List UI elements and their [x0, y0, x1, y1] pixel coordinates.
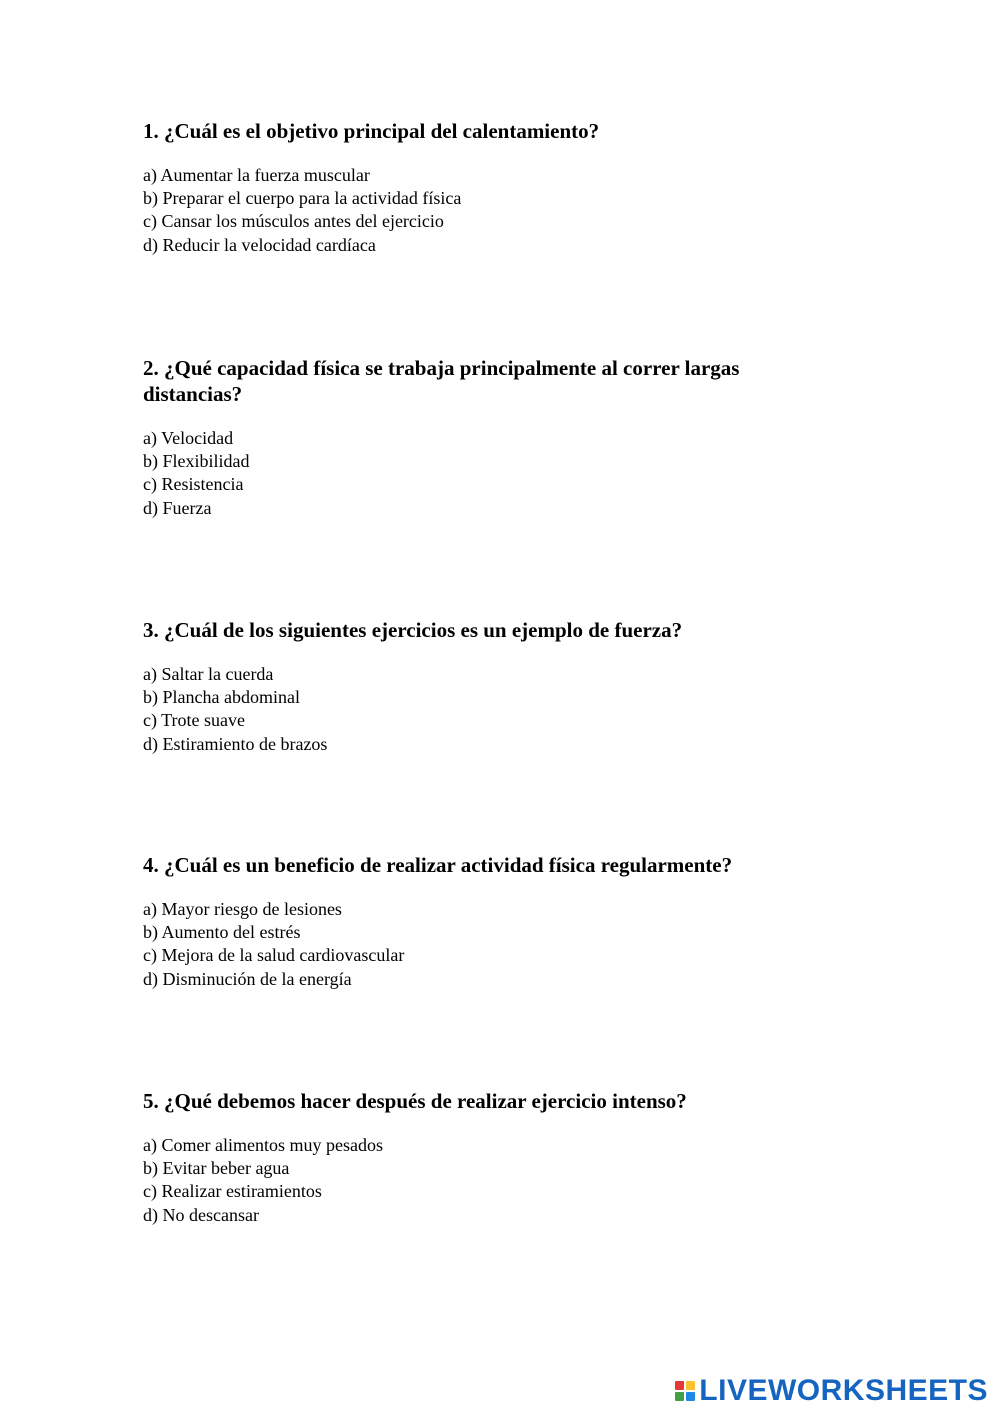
question-3-option-a[interactable]: a) Saltar la cuerda [143, 664, 274, 684]
question-5-options [143, 1134, 843, 1227]
question-1-title: 1. ¿Cuál es el objetivo principal del calentamiento? [143, 119, 600, 143]
question-3-option-b[interactable]: b) Plancha abdominal [143, 687, 300, 708]
question-3-option-c[interactable]: c) Trote suave [143, 710, 245, 731]
question-2-option-c[interactable]: c) Resistencia [143, 474, 244, 495]
liveworksheets-logo-text: LIVEWORKSHEETS [699, 1374, 988, 1407]
question-3 [143, 617, 843, 756]
question-1 [143, 118, 843, 257]
question-1-option-d[interactable]: d) Reducir la velocidad cardíaca [143, 234, 376, 255]
question-4-option-d[interactable]: d) Disminución de la energía [143, 968, 352, 989]
question-5-title: 5. ¿Qué debemos hacer después de realizar ejercicio intenso? [143, 1089, 687, 1113]
question-4-option-a[interactable]: a) Mayor riesgo de lesiones [143, 899, 342, 919]
question-1-option-c[interactable]: c) Cansar los músculos antes del ejercicio [143, 211, 444, 232]
question-5 [143, 1088, 843, 1227]
logo-square-blue [686, 1392, 695, 1401]
liveworksheets-logo [675, 1374, 988, 1408]
question-2 [143, 355, 843, 520]
logo-square-yellow [686, 1381, 695, 1390]
question-3-title: 3. ¿Cuál de los siguientes ejercicios es un ejemplo de fuerza? [143, 618, 683, 642]
question-3-options [143, 663, 843, 756]
question-4-title: 4. ¿Cuál es un beneficio de realizar actividad física regularmente? [143, 853, 733, 877]
question-1-option-b[interactable]: b) Preparar el cuerpo para la actividad física [143, 188, 462, 209]
question-4-option-c[interactable]: c) Mejora de la salud cardiovascular [143, 945, 405, 966]
question-2-options [143, 427, 843, 520]
logo-square-red [675, 1381, 684, 1390]
question-4 [143, 852, 843, 991]
logo-square-green [675, 1392, 684, 1401]
question-3-option-d[interactable]: d) Estiramiento de brazos [143, 733, 328, 754]
question-5-option-a[interactable]: a) Comer alimentos muy pesados [143, 1135, 383, 1155]
question-4-options [143, 898, 843, 991]
question-2-option-a[interactable]: a) Velocidad [143, 428, 234, 448]
question-5-option-d[interactable]: d) No descansar [143, 1204, 259, 1225]
question-2-option-d[interactable]: d) Fuerza [143, 497, 212, 518]
question-1-option-a[interactable]: a) Aumentar la fuerza muscular [143, 165, 370, 185]
question-2-title: 2. ¿Qué capacidad física se trabaja principalmente al correr largas distancias? [143, 356, 740, 406]
question-5-option-b[interactable]: b) Evitar beber agua [143, 1158, 290, 1179]
question-5-option-c[interactable]: c) Realizar estiramientos [143, 1181, 322, 1202]
liveworksheets-logo-icon [675, 1381, 695, 1401]
question-2-option-b[interactable]: b) Flexibilidad [143, 451, 250, 472]
question-4-option-b[interactable]: b) Aumento del estrés [143, 922, 301, 943]
question-1-options [143, 164, 843, 257]
